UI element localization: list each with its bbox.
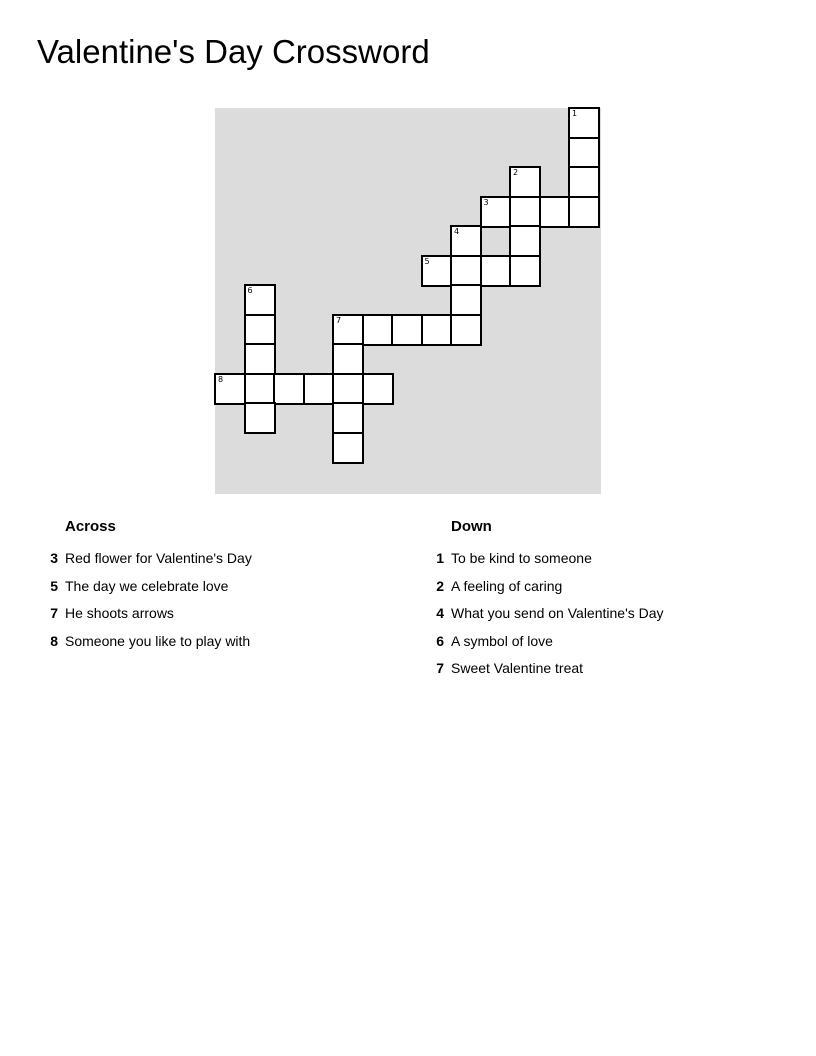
- crossword-cell[interactable]: [509, 255, 541, 287]
- clue-text: The day we celebrate love: [65, 577, 229, 594]
- clue-item: [426, 576, 786, 604]
- clue-item: [426, 603, 786, 631]
- crossword-cell[interactable]: [568, 166, 600, 198]
- clue-text: Red flower for Valentine's Day: [65, 550, 252, 566]
- clue-text: A feeling of caring: [451, 577, 563, 594]
- crossword-cell[interactable]: [568, 196, 600, 228]
- clue-number: 7: [436, 660, 444, 676]
- crossword-cell[interactable]: [214, 373, 246, 405]
- crossword-cell[interactable]: [303, 373, 335, 405]
- crossword-cell[interactable]: [332, 432, 364, 464]
- crossword-cell[interactable]: [244, 314, 276, 346]
- crossword-cell[interactable]: [450, 314, 482, 346]
- clue-number: 5: [50, 577, 58, 594]
- clue-item: [426, 548, 786, 576]
- down-clues: [426, 516, 786, 686]
- clue-item: [40, 631, 380, 659]
- cell-number: 3: [483, 197, 489, 207]
- cell-number: 1: [572, 109, 578, 118]
- clue-number: 1: [436, 550, 444, 566]
- clue-item: [40, 576, 380, 604]
- crossword-cell[interactable]: [509, 225, 541, 257]
- crossword-cell[interactable]: [244, 343, 276, 375]
- crossword-cell[interactable]: [450, 284, 482, 316]
- crossword-cell[interactable]: [421, 314, 453, 346]
- clue-number: 4: [436, 605, 444, 621]
- clue-item: [426, 631, 786, 659]
- clue-item: [426, 658, 786, 686]
- crossword-cell[interactable]: [332, 314, 364, 346]
- crossword-cell[interactable]: [450, 255, 482, 287]
- crossword-cell[interactable]: [568, 107, 600, 139]
- down-heading: Down: [451, 518, 492, 535]
- cell-number: 2: [513, 168, 519, 177]
- cell-number: 5: [424, 256, 430, 266]
- crossword-cell[interactable]: [480, 255, 512, 287]
- crossword-cell[interactable]: [362, 373, 394, 405]
- crossword-cell[interactable]: [450, 225, 482, 257]
- across-heading: Across: [65, 518, 116, 535]
- crossword-cell[interactable]: [509, 196, 541, 228]
- clue-text: To be kind to someone: [451, 550, 592, 566]
- crossword-cell[interactable]: [332, 343, 364, 375]
- crossword-cell[interactable]: [509, 166, 541, 198]
- clue-text: Someone you like to play with: [65, 632, 251, 649]
- clue-number: 3: [50, 550, 58, 566]
- crossword-cell[interactable]: [539, 196, 571, 228]
- crossword-cell[interactable]: [244, 284, 276, 316]
- clue-text: He shoots arrows: [65, 605, 174, 621]
- crossword-cell[interactable]: [391, 314, 423, 346]
- cell-number: 7: [336, 315, 342, 325]
- cell-number: 8: [218, 374, 224, 384]
- clue-text: What you send on Valentine's Day: [451, 605, 664, 621]
- clue-text: A symbol of love: [451, 632, 553, 649]
- cell-number: 4: [454, 227, 460, 236]
- crossword-cell[interactable]: [362, 314, 394, 346]
- clue-number: 2: [436, 577, 444, 594]
- crossword-cell[interactable]: [480, 196, 512, 228]
- crossword-grid: [215, 108, 601, 494]
- crossword-cell[interactable]: [421, 255, 453, 287]
- clue-number: 8: [50, 632, 58, 649]
- crossword-cell[interactable]: [244, 402, 276, 434]
- crossword-cell[interactable]: [332, 402, 364, 434]
- clue-text: Sweet Valentine treat: [451, 660, 584, 676]
- clue-number: 7: [50, 605, 58, 621]
- across-clues: [40, 516, 380, 658]
- crossword-cell[interactable]: [332, 373, 364, 405]
- crossword-cell[interactable]: [244, 373, 276, 405]
- page-title: Valentine's Day Crossword: [37, 33, 430, 70]
- clue-item: [40, 603, 380, 631]
- clue-item: [40, 548, 380, 576]
- clue-number: 6: [436, 632, 444, 649]
- crossword-cell[interactable]: [273, 373, 305, 405]
- cell-number: 6: [247, 286, 253, 295]
- crossword-cell[interactable]: [568, 137, 600, 169]
